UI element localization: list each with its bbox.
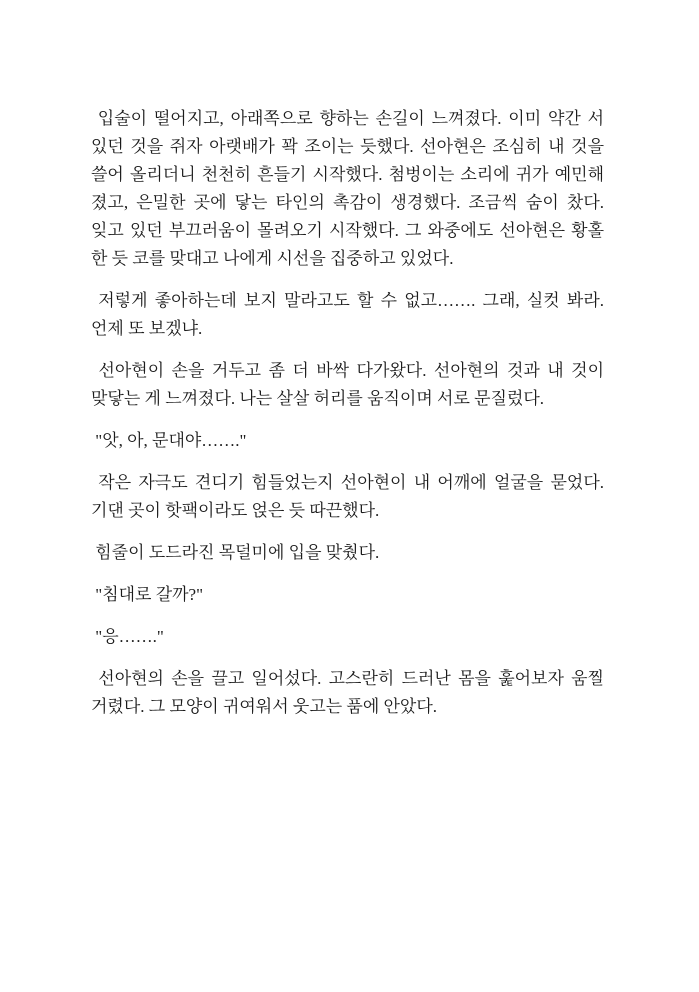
paragraph: [91, 539, 604, 567]
text-line: 언제 또 보겠냐.: [91, 319, 203, 338]
paragraph: [91, 357, 604, 413]
paragraph: [91, 665, 604, 721]
text-line: 한 듯 코를 맞대고 나에게 시선을 집중하고 있었다.: [91, 249, 454, 268]
text-line: 입술이 떨어지고, 아래쪽으로 향하는 손길이 느껴졌다. 이미 약간 서: [91, 109, 604, 128]
text-line: 작은 자극도 견디기 힘들었는지 선아현이 내 어깨에 얼굴을 묻었다.: [91, 473, 604, 492]
text-line: 졌고, 은밀한 곳에 닿는 타인의 촉감이 생경했다. 조금씩 숨이 찼다.: [91, 193, 604, 212]
text-line: 선아현이 손을 거두고 좀 더 바싹 다가왔다. 선아현의 것과 내 것이: [91, 361, 604, 380]
text-line: 있던 것을 쥐자 아랫배가 꽉 조이는 듯했다. 선아현은 조심히 내 것을: [91, 137, 604, 156]
text-line: 저렇게 좋아하는데 보지 말라고도 할 수 없고……. 그래, 실컷 봐라.: [91, 291, 604, 310]
paragraph: [91, 581, 604, 609]
paragraph: [91, 469, 604, 525]
paragraph: [91, 623, 604, 651]
text-line: 힘줄이 도드라진 목덜미에 입을 맞췄다.: [91, 543, 380, 562]
text-line: 맞닿는 게 느껴졌다. 나는 살살 허리를 움직이며 서로 문질렀다.: [91, 389, 545, 408]
text-line: 거렸다. 그 모양이 귀여워서 웃고는 품에 안았다.: [91, 697, 438, 716]
paragraph: [91, 427, 604, 455]
text-line: 선아현의 손을 끌고 일어섰다. 고스란히 드러난 몸을 훑어보자 움찔: [91, 669, 604, 688]
text-line: "침대로 갈까?": [91, 585, 204, 604]
text-line: 쓸어 올리더니 천천히 흔들기 시작했다. 첨벙이는 소리에 귀가 예민해: [91, 165, 604, 184]
text-line: 잊고 있던 부끄러움이 몰려오기 시작했다. 그 와중에도 선아현은 황홀: [91, 221, 604, 240]
paragraph: [91, 287, 604, 343]
text-line: "응…….": [91, 627, 164, 646]
text-content: [91, 105, 604, 721]
text-line: "앗, 아, 문대야…….": [91, 431, 247, 450]
paragraph: [91, 105, 604, 273]
text-line: 기댄 곳이 핫팩이라도 얹은 듯 따끈했다.: [91, 501, 380, 520]
